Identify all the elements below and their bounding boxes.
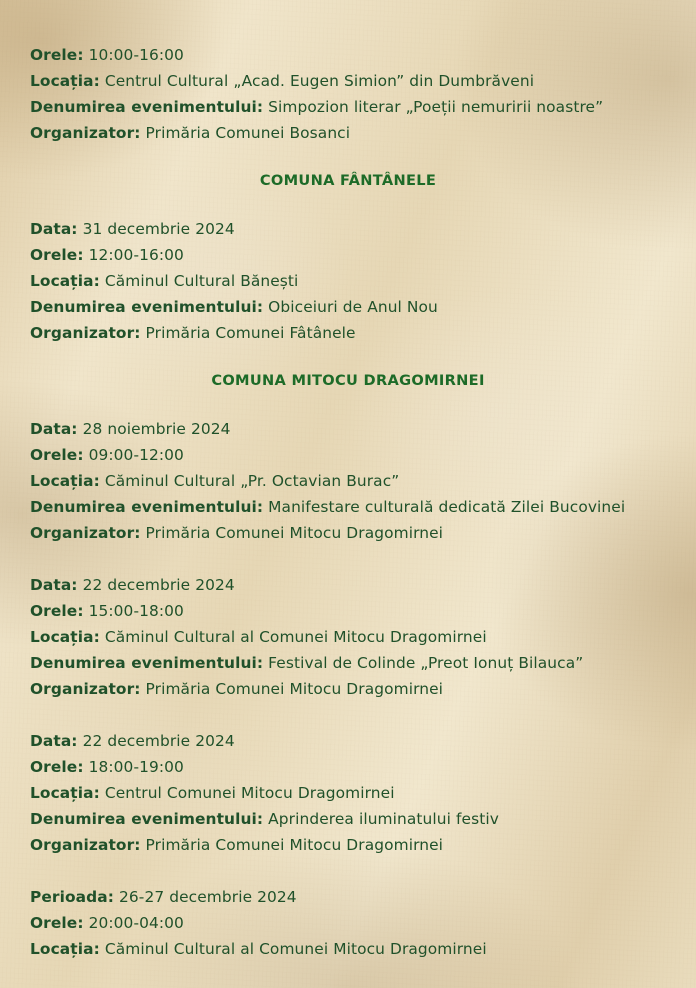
label-data: Data: xyxy=(30,732,78,750)
value-orele: 09:00-12:00 xyxy=(88,446,184,464)
value-denumirea: Simpozion literar „Poeții nemuririi noastre” xyxy=(268,98,604,116)
value-denumirea: Manifestare culturală dedicată Zilei Bucovinei xyxy=(268,498,626,516)
label-data: Data: xyxy=(30,220,78,238)
value-orele: 20:00-04:00 xyxy=(88,914,184,932)
label-locatia: Locația: xyxy=(30,472,100,490)
event-entry xyxy=(30,728,666,858)
label-denumirea: Denumirea evenimentului: xyxy=(30,810,264,828)
event-date-line xyxy=(30,572,666,598)
value-organizator: Primăria Comunei Bosanci xyxy=(145,124,351,142)
value-orele: 15:00-18:00 xyxy=(88,602,184,620)
label-organizator: Organizator: xyxy=(30,124,141,142)
value-organizator: Primăria Comunei Mitocu Dragomirnei xyxy=(145,836,444,854)
event-location-line xyxy=(30,468,666,494)
label-organizator: Organizator: xyxy=(30,524,141,542)
spacer xyxy=(30,146,666,168)
event-organizer-line xyxy=(30,520,666,546)
event-time-line xyxy=(30,242,666,268)
event-location-line xyxy=(30,624,666,650)
event-name-line xyxy=(30,494,666,520)
section-heading-fantanele: COMUNA FÂNTÂNELE xyxy=(259,172,437,189)
event-time-line xyxy=(30,598,666,624)
spacer xyxy=(30,858,666,884)
event-date-line xyxy=(30,216,666,242)
event-name-line xyxy=(30,806,666,832)
value-locatia: Centrul Comunei Mitocu Dragomirnei xyxy=(104,784,395,802)
value-orele: 18:00-19:00 xyxy=(88,758,184,776)
section-heading-mitocu-dragomirnei: COMUNA MITOCU DRAGOMIRNEI xyxy=(211,372,485,389)
event-time-line xyxy=(30,442,666,468)
label-orele: Orele: xyxy=(30,246,84,264)
label-data: Data: xyxy=(30,576,78,594)
event-entry xyxy=(30,42,666,146)
value-perioada: 26-27 decembrie 2024 xyxy=(119,888,297,906)
event-location-line xyxy=(30,268,666,294)
value-orele: 12:00-16:00 xyxy=(88,246,184,264)
value-organizator: Primăria Comunei Mitocu Dragomirnei xyxy=(145,680,444,698)
label-locatia: Locația: xyxy=(30,628,100,646)
label-organizator: Organizator: xyxy=(30,680,141,698)
value-data: 31 decembrie 2024 xyxy=(82,220,235,238)
label-orele: Orele: xyxy=(30,46,84,64)
label-orele: Orele: xyxy=(30,602,84,620)
label-orele: Orele: xyxy=(30,446,84,464)
label-perioada: Perioada: xyxy=(30,888,115,906)
event-organizer-line xyxy=(30,832,666,858)
label-locatia: Locația: xyxy=(30,72,100,90)
value-denumirea: Aprinderea iluminatului festiv xyxy=(268,810,499,828)
value-data: 22 decembrie 2024 xyxy=(82,732,235,750)
label-denumirea: Denumirea evenimentului: xyxy=(30,498,264,516)
spacer xyxy=(30,194,666,216)
event-name-line xyxy=(30,650,666,676)
label-locatia: Locația: xyxy=(30,272,100,290)
value-data: 28 noiembrie 2024 xyxy=(82,420,231,438)
event-entry xyxy=(30,884,666,962)
value-locatia: Căminul Cultural al Comunei Mitocu Dragomirnei xyxy=(104,628,487,646)
spacer xyxy=(30,546,666,572)
value-orele: 10:00-16:00 xyxy=(88,46,184,64)
event-location-line xyxy=(30,68,666,94)
label-denumirea: Denumirea evenimentului: xyxy=(30,298,264,316)
value-organizator: Primăria Comunei Fâtânele xyxy=(145,324,356,342)
label-data: Data: xyxy=(30,420,78,438)
label-denumirea: Denumirea evenimentului: xyxy=(30,654,264,672)
label-denumirea: Denumirea evenimentului: xyxy=(30,98,264,116)
event-entry xyxy=(30,416,666,546)
event-organizer-line xyxy=(30,676,666,702)
event-time-line xyxy=(30,42,666,68)
value-data: 22 decembrie 2024 xyxy=(82,576,235,594)
value-locatia: Centrul Cultural „Acad. Eugen Simion” din Dumbrăveni xyxy=(104,72,535,90)
label-organizator: Organizator: xyxy=(30,836,141,854)
value-locatia: Căminul Cultural Bănești xyxy=(104,272,299,290)
spacer xyxy=(30,394,666,416)
value-organizator: Primăria Comunei Mitocu Dragomirnei xyxy=(145,524,444,542)
event-period-line xyxy=(30,884,666,910)
event-entry xyxy=(30,572,666,702)
spacer xyxy=(30,702,666,728)
spacer xyxy=(30,346,666,368)
value-denumirea: Obiceiuri de Anul Nou xyxy=(268,298,438,316)
value-locatia: Căminul Cultural al Comunei Mitocu Dragomirnei xyxy=(104,940,487,958)
label-locatia: Locația: xyxy=(30,784,100,802)
value-denumirea: Festival de Colinde „Preot Ionuț Bilauca” xyxy=(268,654,584,672)
event-time-line xyxy=(30,910,666,936)
value-locatia: Căminul Cultural „Pr. Octavian Burac” xyxy=(104,472,400,490)
label-organizator: Organizator: xyxy=(30,324,141,342)
event-organizer-line xyxy=(30,120,666,146)
label-orele: Orele: xyxy=(30,914,84,932)
label-orele: Orele: xyxy=(30,758,84,776)
event-name-line xyxy=(30,94,666,120)
event-organizer-line xyxy=(30,320,666,346)
event-date-line xyxy=(30,416,666,442)
event-entry xyxy=(30,216,666,346)
event-time-line xyxy=(30,754,666,780)
event-location-line xyxy=(30,780,666,806)
event-date-line xyxy=(30,728,666,754)
event-location-line xyxy=(30,936,666,962)
event-name-line xyxy=(30,294,666,320)
label-locatia: Locația: xyxy=(30,940,100,958)
